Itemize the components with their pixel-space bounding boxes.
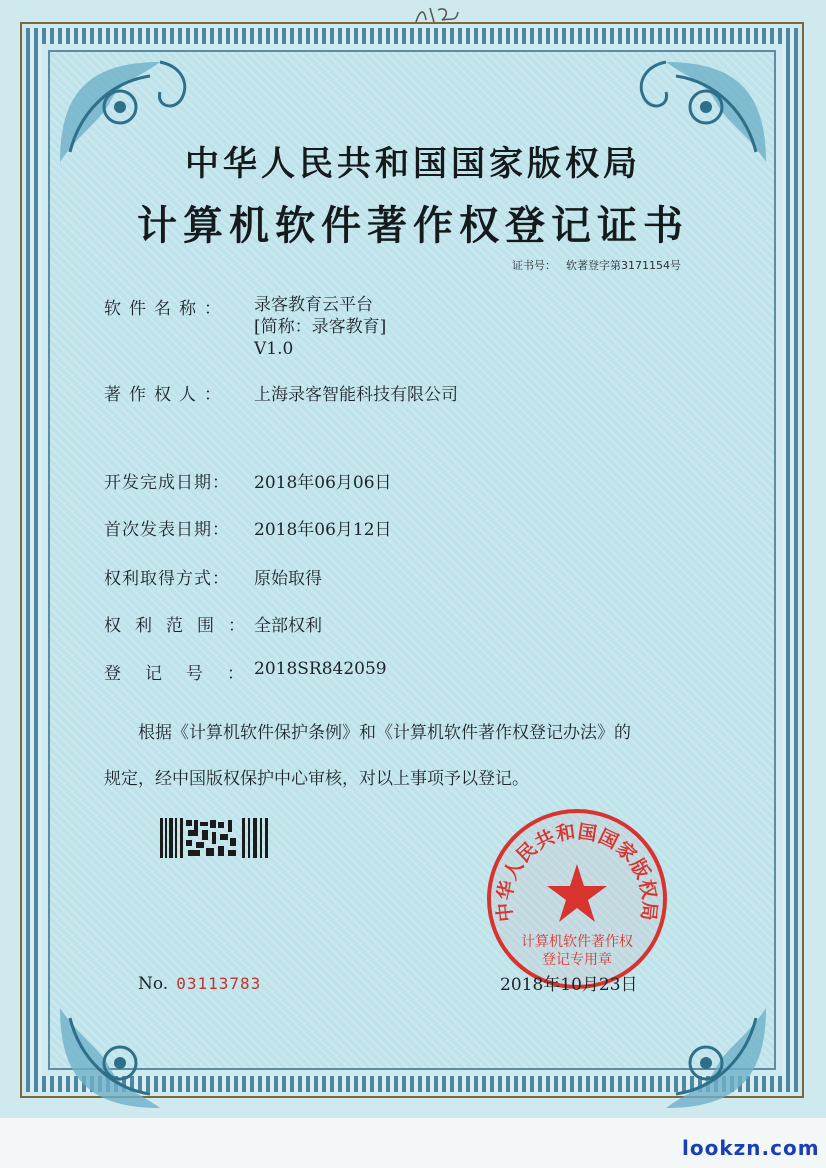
field-value: 2018年06月12日: [254, 520, 392, 540]
field-label: 权利范围：: [104, 616, 259, 636]
field-label: 软件名称：: [104, 299, 229, 319]
issue-date: 2018年10月23日: [500, 975, 638, 995]
serial-number-value: 03113783: [176, 974, 262, 993]
field-scope: [104, 611, 322, 636]
field-label: 首次发表日期：: [104, 520, 230, 540]
statement-line-2: 规定，经中国版权保护中心审核，对以上事项予以登记。: [104, 769, 529, 789]
statement-line-1: 根据《计算机软件保护条例》和《计算机软件著作权登记办法》的: [138, 723, 631, 743]
software-version-line: V1.0: [254, 339, 294, 359]
seal-inner-line-1: 计算机软件著作权: [521, 934, 633, 950]
field-label: 开发完成日期：: [104, 473, 230, 493]
scroll-ornament-icon: [50, 998, 200, 1118]
field-acquisition: [104, 564, 322, 589]
serial-number-label: No.: [138, 974, 169, 994]
certificate-number-label: 证书号：: [512, 259, 556, 272]
field-copyright-owner: [104, 380, 458, 405]
field-label: 登记号：: [104, 664, 268, 684]
field-value: 2018年06月06日: [254, 473, 392, 493]
seal-inner-line-2: 登记专用章: [542, 952, 612, 968]
serial-number: [138, 974, 261, 994]
software-short-name-line: [简称：录客教育]: [254, 317, 387, 337]
field-value: 原始取得: [254, 569, 322, 589]
certificate-number-value: 软著登字第3171154号: [566, 259, 681, 272]
seal-ring-text: 中华人民共和国国家版权局: [493, 820, 661, 923]
issuer-title: 中华人民共和国国家版权局: [185, 144, 641, 184]
field-value: [254, 294, 386, 360]
field-registration-no: [104, 659, 387, 684]
field-label: 权利取得方式：: [104, 569, 230, 589]
site-watermark: lookzn.com: [682, 1136, 820, 1160]
field-software-name: [104, 294, 386, 360]
field-completion-date: [104, 468, 392, 493]
field-value: 2018SR842059: [254, 659, 387, 679]
certificate-title: 计算机软件著作权登记证书: [137, 202, 689, 249]
certificate-number: [512, 257, 681, 273]
field-label: 著作权人：: [104, 385, 229, 405]
barcode-icon: [160, 818, 272, 858]
field-value: 全部权利: [254, 616, 322, 636]
official-seal-icon: [484, 806, 670, 992]
field-first-publish-date: [104, 515, 392, 540]
registration-statement: [104, 710, 744, 802]
scroll-ornament-icon: [626, 998, 776, 1118]
handwritten-mark-icon: [412, 2, 462, 28]
software-name-line: 录客教育云平台: [254, 295, 373, 315]
field-value: 上海录客智能科技有限公司: [254, 385, 458, 405]
